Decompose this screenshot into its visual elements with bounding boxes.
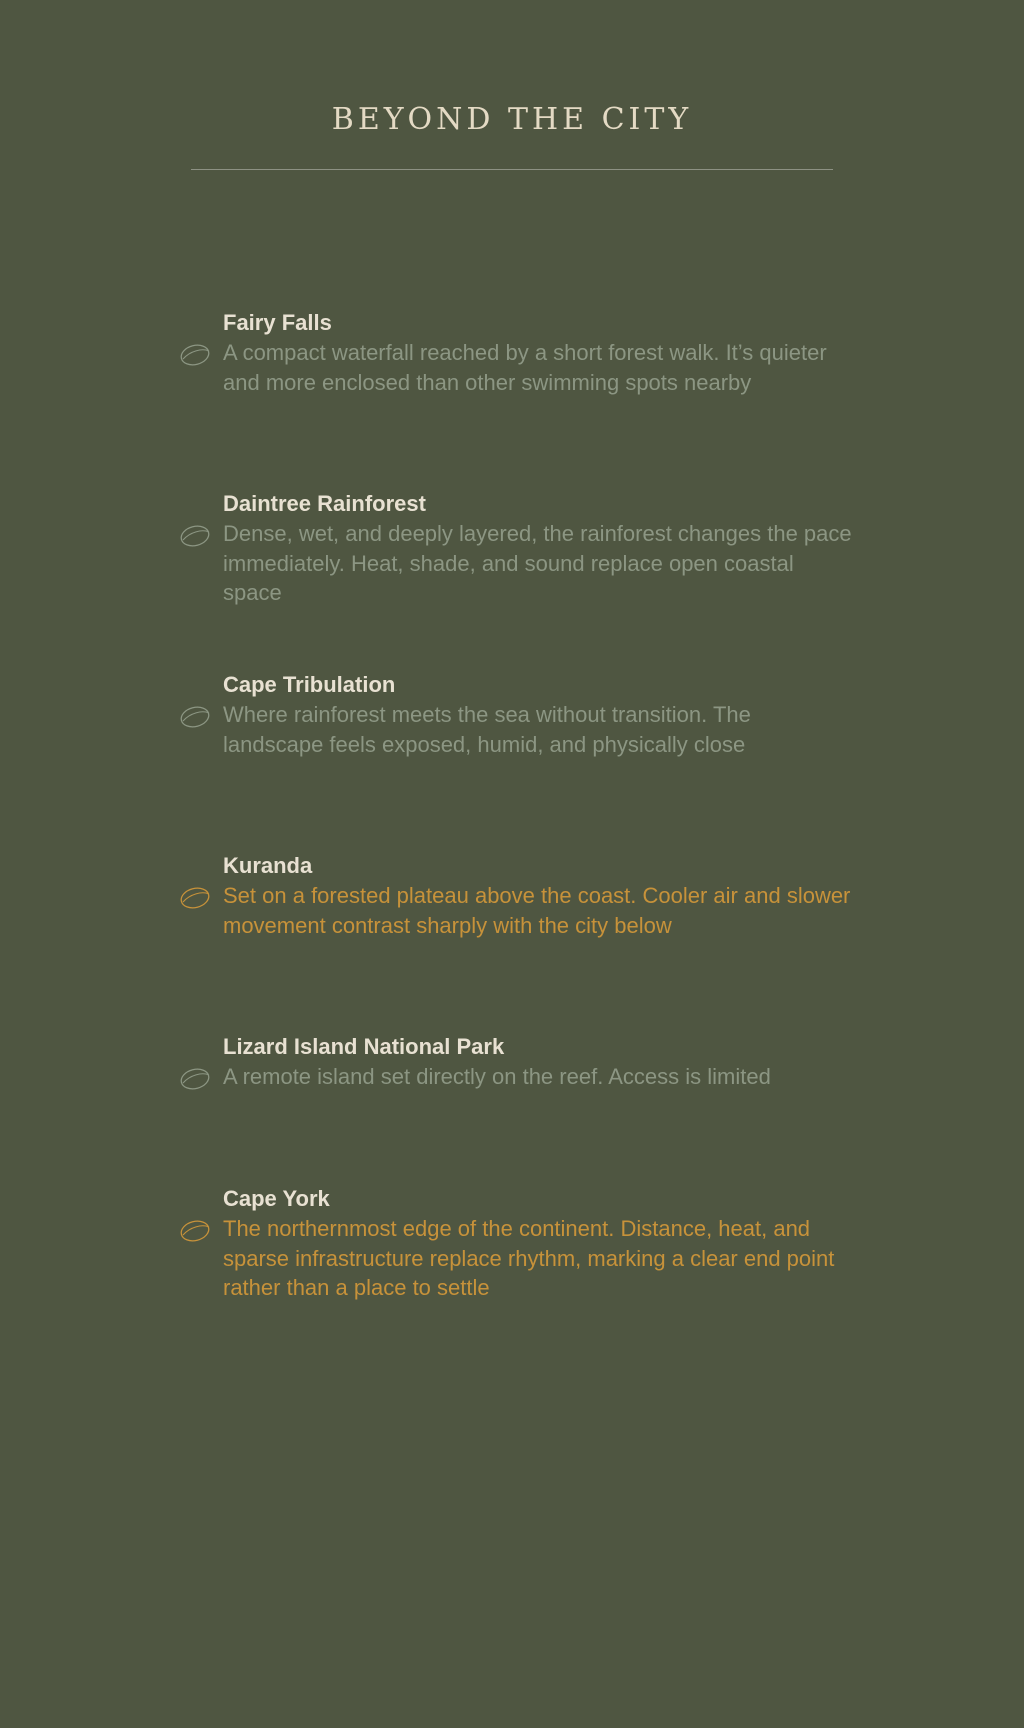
circle-bullet-icon [178, 342, 212, 368]
circle-bullet-icon [178, 704, 212, 730]
destination-name: Kuranda [223, 853, 313, 878]
destination-description: A compact waterfall reached by a short forest walk. It’s quieter and more enclosed than other swimming spots nearby [223, 340, 827, 395]
section-title: BEYOND THE CITY [331, 102, 693, 137]
destination-name: Lizard Island National Park [223, 1034, 505, 1059]
destination-description: The northernmost edge of the continent. Distance, heat, and sparse infrastructure replace rhythm, marking a clear end point rather than a place to settle [223, 1216, 835, 1300]
circle-bullet-icon [178, 1218, 212, 1244]
circle-bullet-icon [178, 1066, 212, 1092]
destination-name: Fairy Falls [223, 310, 332, 335]
destination-description: A remote island set directly on the reef. Access is limited [223, 1064, 771, 1089]
destination-name: Cape Tribulation [223, 672, 396, 697]
destination-name: Cape York [223, 1186, 330, 1211]
destination-description: Where rainforest meets the sea without transition. The landscape feels exposed, humid, and physically close [223, 702, 751, 757]
circle-bullet-icon [178, 523, 212, 549]
destination-description: Dense, wet, and deeply layered, the rainforest changes the pace immediately. Heat, shade, and sound replace open coastal space [223, 521, 852, 605]
destination-name: Daintree Rainforest [223, 491, 426, 516]
circle-bullet-icon [178, 885, 212, 911]
destination-description: Set on a forested plateau above the coast. Cooler air and slower movement contrast sharply with the city below [223, 883, 851, 938]
title-divider [191, 169, 833, 170]
